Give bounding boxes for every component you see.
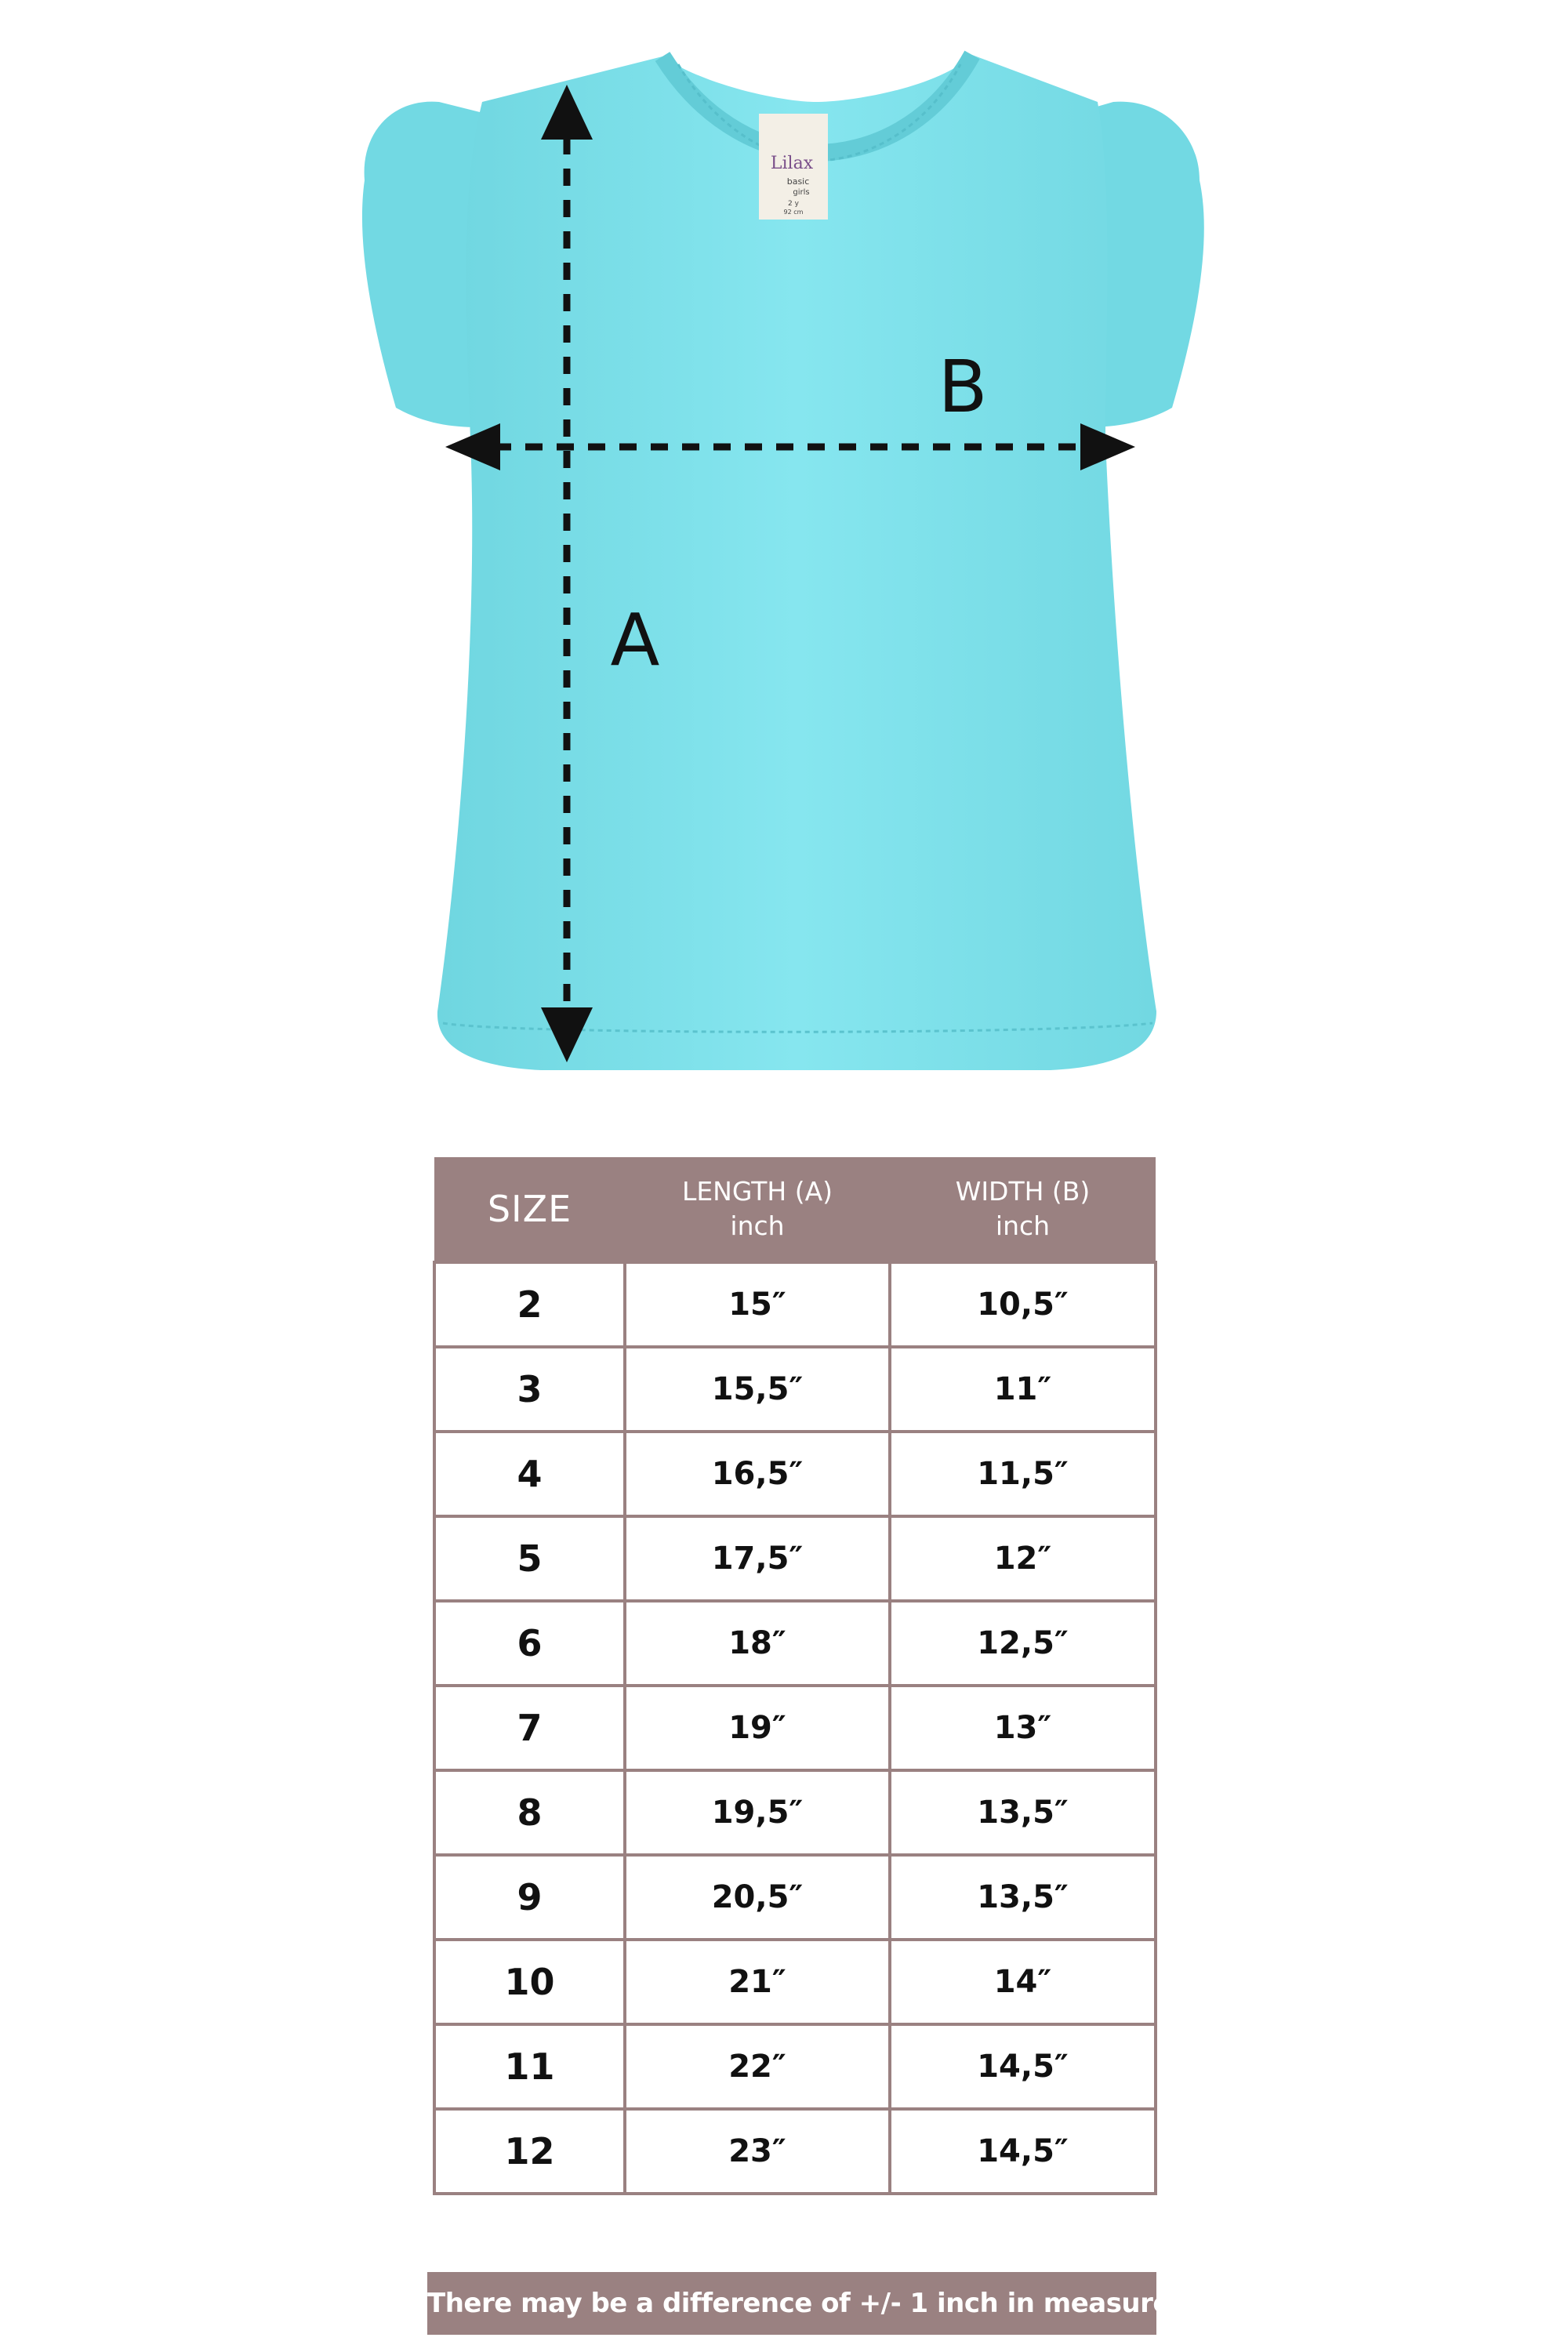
- svg-text:basic: basic: [786, 176, 810, 187]
- width-cell: 13,5″: [890, 1855, 1156, 1940]
- width-cell: 14,5″: [890, 2024, 1156, 2109]
- table-header-row: [434, 1157, 1156, 1262]
- table-row: [434, 1855, 1156, 1940]
- header-width: [890, 1157, 1156, 1262]
- size-cell: 12: [434, 2109, 625, 2194]
- size-cell: 10: [434, 1940, 625, 2024]
- length-cell: 17,5″: [625, 1516, 890, 1601]
- width-cell: 12,5″: [890, 1601, 1156, 1686]
- table-row: [434, 1601, 1156, 1686]
- length-cell: 15,5″: [625, 1347, 890, 1432]
- length-cell: 23″: [625, 2109, 890, 2194]
- table-row: [434, 1686, 1156, 1770]
- svg-text:2 y: 2 y: [788, 200, 799, 208]
- size-cell: 4: [434, 1432, 625, 1516]
- header-length-unit: inch: [730, 1210, 785, 1241]
- svg-text:Lilax: Lilax: [770, 154, 814, 173]
- size-cell: 11: [434, 2024, 625, 2109]
- length-cell: 18″: [625, 1601, 890, 1686]
- width-cell: 13,5″: [890, 1770, 1156, 1855]
- clothing-tag: [759, 114, 828, 220]
- table-row: [434, 1940, 1156, 2024]
- width-cell: 12″: [890, 1516, 1156, 1601]
- size-cell: 5: [434, 1516, 625, 1601]
- size-cell: 3: [434, 1347, 625, 1432]
- header-size: SIZE: [434, 1157, 625, 1262]
- header-width-unit: inch: [995, 1210, 1051, 1241]
- shirt-measurement-diagram: [0, 0, 1568, 1113]
- length-cell: 19″: [625, 1686, 890, 1770]
- length-cell: 20,5″: [625, 1855, 890, 1940]
- label-a: A: [610, 598, 660, 682]
- svg-text:92 cm: 92 cm: [783, 209, 804, 216]
- table-row: [434, 1347, 1156, 1432]
- width-cell: 14″: [890, 1940, 1156, 2024]
- width-cell: 13″: [890, 1686, 1156, 1770]
- label-b: B: [938, 345, 988, 429]
- size-cell: 6: [434, 1601, 625, 1686]
- size-cell: 2: [434, 1262, 625, 1347]
- length-cell: 22″: [625, 2024, 890, 2109]
- length-cell: 21″: [625, 1940, 890, 2024]
- header-length-label: LENGTH (A): [681, 1176, 833, 1207]
- measurement-disclaimer: There may be a difference of +/- 1 inch in measurements: [427, 2272, 1156, 2335]
- table-row: [434, 1770, 1156, 1855]
- size-chart-table: [433, 1157, 1157, 2195]
- table-row: [434, 1432, 1156, 1516]
- width-cell: 14,5″: [890, 2109, 1156, 2194]
- length-cell: 16,5″: [625, 1432, 890, 1516]
- table-row: [434, 1262, 1156, 1347]
- table-row: [434, 1516, 1156, 1601]
- width-cell: 11,5″: [890, 1432, 1156, 1516]
- size-cell: 9: [434, 1855, 625, 1940]
- width-cell: 11″: [890, 1347, 1156, 1432]
- header-width-label: WIDTH (B): [955, 1176, 1091, 1207]
- svg-text:girls: girls: [793, 188, 810, 197]
- size-cell: 8: [434, 1770, 625, 1855]
- length-cell: 15″: [625, 1262, 890, 1347]
- size-cell: 7: [434, 1686, 625, 1770]
- width-cell: 10,5″: [890, 1262, 1156, 1347]
- table-row: [434, 2024, 1156, 2109]
- table-row: [434, 2109, 1156, 2194]
- header-length: [625, 1157, 890, 1262]
- length-cell: 19,5″: [625, 1770, 890, 1855]
